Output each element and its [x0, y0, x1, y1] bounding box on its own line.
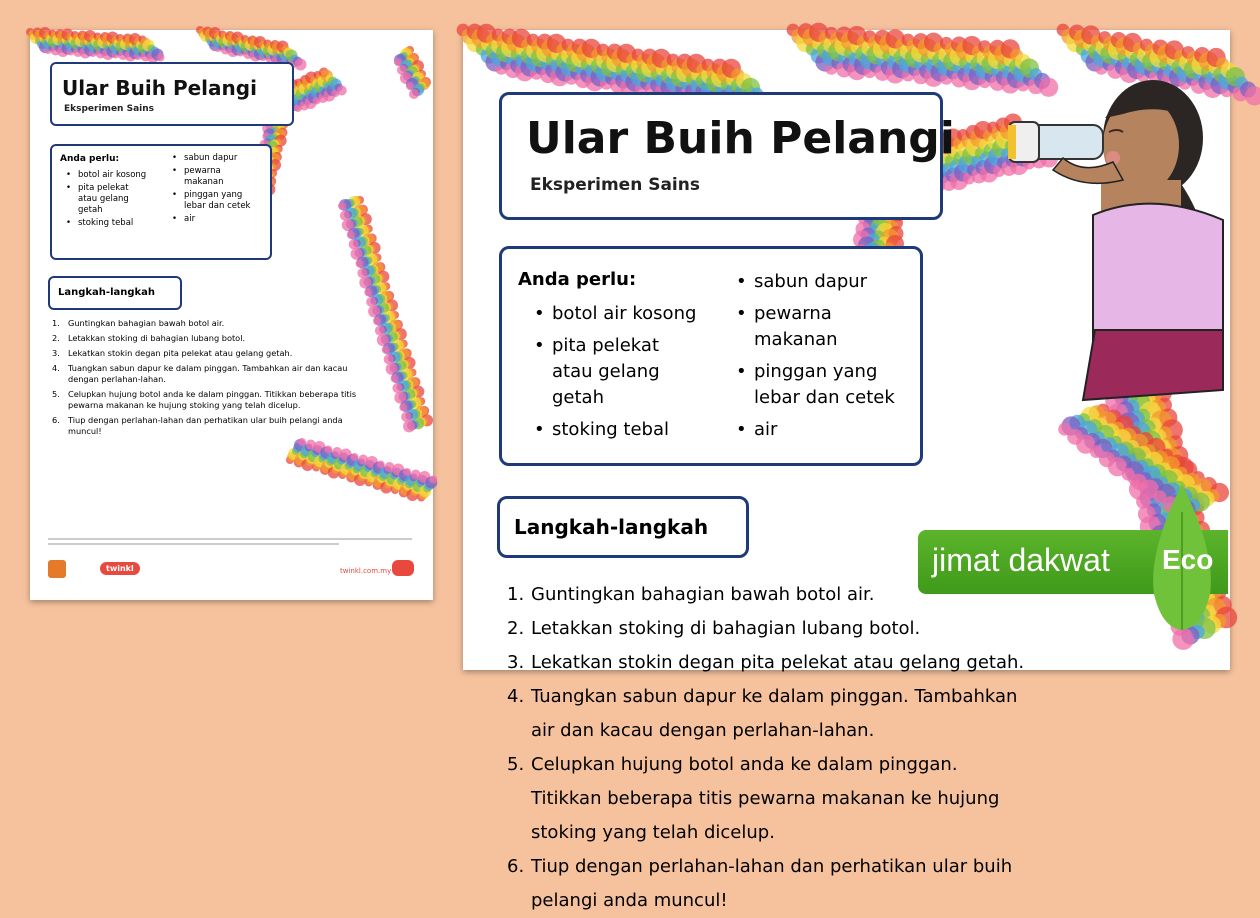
step-item	[507, 748, 1027, 850]
material-item: • air	[184, 214, 270, 225]
foam-bubble	[392, 383, 402, 393]
materials-list-1	[552, 301, 732, 449]
material-item: • stoking tebal	[552, 417, 732, 443]
step-text: Tiup dengan perlahan-lahan dan perhatikan ular buih pelangi anda muncul!	[68, 415, 343, 436]
page-title: Ular Buih Pelangi	[62, 76, 257, 100]
step-text: Tiup dengan perlahan-lahan dan perhatikan ular buih pelangi anda muncul!	[531, 856, 1013, 911]
foam-bubble	[157, 54, 165, 62]
footer-url[interactable]: twinkl.com.my	[340, 567, 392, 575]
foam-bubble	[373, 317, 381, 325]
eco-badge-label: Eco	[1162, 544, 1214, 575]
step-text: Letakkan stoking di bahagian lubang botol.	[531, 618, 921, 639]
foam-bubble	[375, 326, 385, 336]
step-number: 1.	[507, 584, 525, 605]
foam-bubble	[409, 89, 419, 99]
step-number: 2.	[52, 333, 60, 343]
foam-bubble	[364, 288, 372, 296]
step-text: Guntingkan bahagian bawah botol air.	[531, 584, 875, 605]
step-item	[52, 333, 370, 344]
step-item	[52, 318, 370, 329]
material-item: • stoking tebal	[78, 218, 168, 229]
material-item: • sabun dapur	[184, 153, 270, 164]
steps-heading-box	[497, 496, 749, 558]
material-item: • pewarna makanan	[184, 166, 270, 188]
step-number: 5.	[52, 389, 60, 399]
step-number: 4.	[52, 363, 60, 373]
girl-illustration	[1008, 80, 1223, 400]
step-text: Lekatkan stokin degan pita pelekat atau gelang getah.	[531, 652, 1025, 673]
step-number: 6.	[507, 856, 525, 877]
step-number: 6.	[52, 415, 60, 425]
steps-heading: Langkah-langkah	[514, 515, 709, 539]
qr-code-icon	[48, 560, 66, 578]
steps-heading: Langkah-langkah	[58, 287, 156, 298]
page-subtitle: Eksperimen Sains	[64, 104, 154, 114]
materials-list-2	[184, 153, 270, 227]
title-box	[499, 92, 955, 220]
foam-bubble	[401, 412, 411, 422]
foam-bubble	[357, 268, 367, 278]
eco-ink-saver-badge[interactable]	[918, 530, 1228, 594]
foam-bubble	[391, 375, 399, 383]
materials-heading: Anda perlu:	[60, 154, 120, 164]
step-text: Letakkan stoking di bahagian lubang botol.	[68, 333, 246, 343]
materials-list-1	[78, 170, 168, 231]
twinkl-badge-icon	[392, 560, 414, 576]
step-number: 2.	[507, 618, 525, 639]
step-text: Celupkan hujung botol anda ke dalam pinggan. Titikkan beberapa titis pewarna makanan ke hujung stoking yang telah dicelup.	[531, 754, 1000, 843]
foam-bubble	[382, 346, 390, 354]
step-text: Lekatkan stokin degan pita pelekat atau gelang getah.	[68, 348, 293, 358]
page-title: Ular Buih Pelangi	[526, 113, 955, 164]
materials-box	[499, 246, 923, 466]
foam-bubble	[349, 239, 359, 249]
twinkl-logo: twinkl	[100, 562, 140, 575]
materials-box	[50, 144, 272, 260]
step-number: 3.	[52, 348, 60, 358]
foam-bubble	[356, 260, 364, 268]
step-text: Tuangkan sabun dapur ke dalam pinggan. Tambahkan air dan kacau dengan perlahan-lahan.	[531, 686, 1018, 741]
foam-bubble	[384, 354, 394, 364]
steps-list	[52, 318, 370, 441]
foam-bubble	[337, 86, 347, 96]
foam-bubble	[338, 202, 346, 210]
material-item: • pewarna makanan	[754, 301, 924, 353]
material-item: • botol air kosong	[78, 170, 168, 181]
step-item	[507, 612, 1027, 646]
step-number: 4.	[507, 686, 525, 707]
foam-bubble	[429, 476, 437, 484]
material-item: • air	[754, 417, 924, 443]
foam-bubble	[347, 231, 355, 239]
foam-bubble	[399, 403, 407, 411]
footer-fineprint	[48, 535, 412, 553]
material-item: • pinggan yang lebar dan cetek	[754, 359, 924, 411]
eco-badge-text: jimat dakwat	[932, 542, 1110, 578]
step-item	[507, 850, 1027, 918]
step-text: Tuangkan sabun dapur ke dalam pinggan. Tambahkan air dan kacau dengan perlahan-lahan.	[68, 363, 348, 384]
foam-bubble	[377, 461, 385, 469]
step-text: Guntingkan bahagian bawah botol air.	[68, 318, 225, 328]
page-subtitle: Eksperimen Sains	[530, 175, 700, 195]
foam-bubble	[403, 468, 411, 476]
step-item	[52, 389, 370, 411]
material-item: • pinggan yang lebar dan cetek	[184, 190, 270, 212]
foam-bubble	[324, 446, 332, 454]
step-number: 3.	[507, 652, 525, 673]
material-item: • sabun dapur	[754, 269, 924, 295]
steps-list	[507, 578, 1027, 918]
foam-bubble	[1039, 78, 1058, 97]
foam-bubble	[366, 297, 376, 307]
step-number: 5.	[507, 754, 525, 775]
foam-bubble	[340, 211, 350, 221]
materials-heading: Anda perlu:	[518, 269, 637, 290]
foam-bubble	[403, 420, 415, 432]
foam-bubble	[351, 453, 359, 461]
step-number: 1.	[52, 318, 60, 328]
step-text: Celupkan hujung botol anda ke dalam pinggan. Titikkan beberapa titis pewarna makanan ke hujung stoking yang telah dicelup.	[68, 389, 357, 410]
step-item	[52, 415, 370, 437]
step-item	[507, 680, 1027, 748]
steps-heading-box	[48, 276, 182, 310]
step-item	[507, 646, 1027, 680]
step-item	[52, 363, 370, 385]
material-item: • pita pelekat atau gelang getah	[552, 333, 732, 411]
title-box	[50, 62, 294, 126]
step-item	[52, 348, 370, 359]
foam-bubble	[295, 59, 307, 71]
materials-list-2	[754, 269, 924, 449]
material-item: • pita pelekat atau gelang getah	[78, 183, 168, 216]
document-thumbnail[interactable]	[30, 30, 433, 600]
material-item: • botol air kosong	[552, 301, 732, 327]
